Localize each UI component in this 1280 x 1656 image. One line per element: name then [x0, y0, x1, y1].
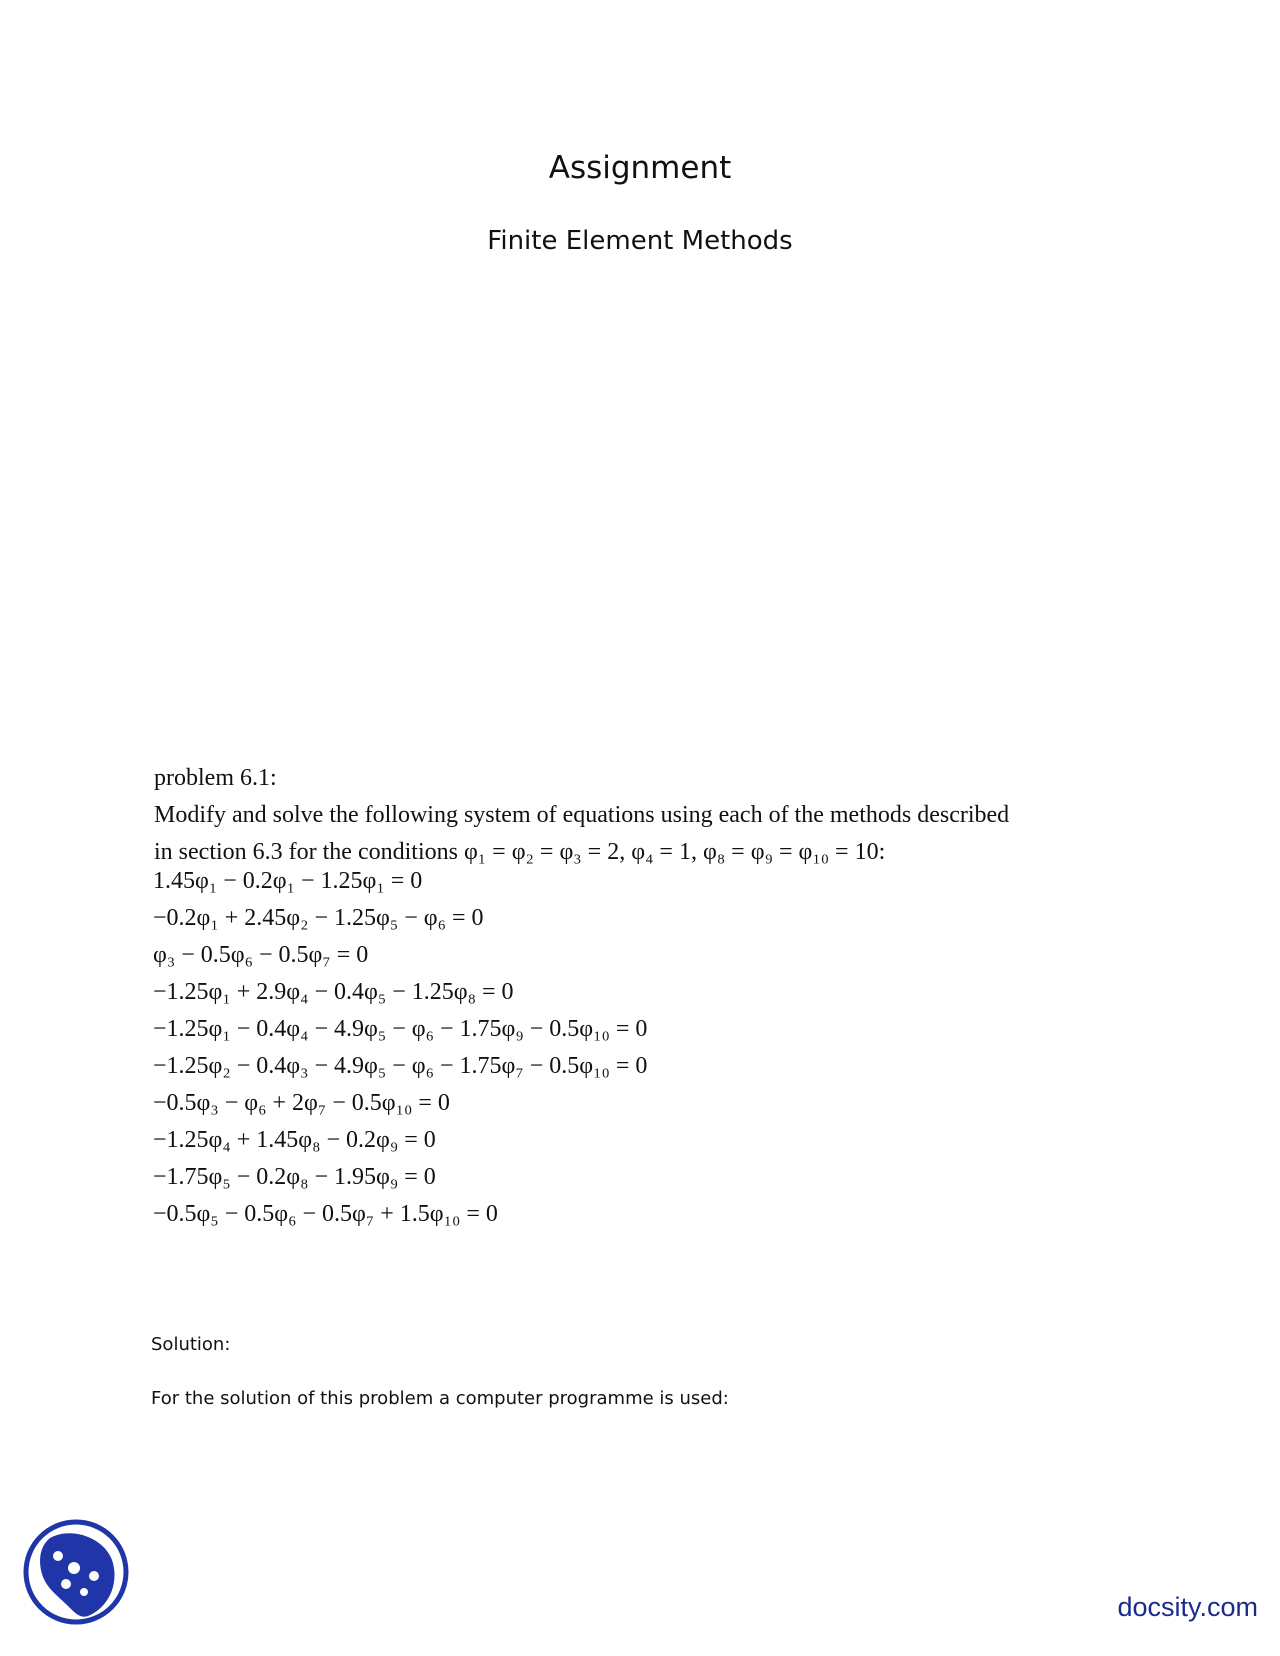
- solution-label: Solution:: [151, 1334, 231, 1355]
- equation-2: −0.2φ₁ + 2.45φ₂ − 1.25φ₅ − φ₆ = 0: [153, 905, 484, 931]
- problem-statement-line-2: in section 6.3 for the conditions φ₁ = φ₂ = φ₃ = 2, φ₄ = 1, φ₈ = φ₉ = φ₁₀ = 10:: [154, 839, 886, 865]
- equation-5: −1.25φ₁ − 0.4φ₄ − 4.9φ₅ − φ₆ − 1.75φ₉ − 0.5φ₁₀ = 0: [153, 1016, 648, 1042]
- equation-4: −1.25φ₁ + 2.9φ₄ − 0.4φ₅ − 1.25φ₈ = 0: [153, 979, 514, 1005]
- equation-8: −1.25φ₄ + 1.45φ₈ − 0.2φ₉ = 0: [153, 1127, 436, 1153]
- equation-7: −0.5φ₃ − φ₆ + 2φ₇ − 0.5φ₁₀ = 0: [153, 1090, 450, 1116]
- equation-3: φ₃ − 0.5φ₆ − 0.5φ₇ = 0: [153, 942, 369, 968]
- solution-text: For the solution of this problem a computer programme is used:: [151, 1388, 729, 1409]
- document-title: Assignment: [548, 150, 732, 186]
- docsity-logo-icon[interactable]: [20, 1516, 132, 1628]
- equation-9: −1.75φ₅ − 0.2φ₈ − 1.95φ₉ = 0: [153, 1164, 436, 1190]
- equation-10: −0.5φ₅ − 0.5φ₆ − 0.5φ₇ + 1.5φ₁₀ = 0: [153, 1201, 498, 1227]
- problem-label: problem 6.1:: [154, 765, 277, 791]
- docsity-brand-link[interactable]: docsity.com: [1117, 1592, 1258, 1622]
- equation-6: −1.25φ₂ − 0.4φ₃ − 4.9φ₅ − φ₆ − 1.75φ₇ − 0.5φ₁₀ = 0: [153, 1053, 648, 1079]
- document-subtitle: Finite Element Methods: [487, 226, 793, 256]
- problem-section: [154, 760, 1154, 871]
- problem-statement-line-1: Modify and solve the following system of equations using each of the methods described: [154, 802, 1010, 828]
- equation-1: 1.45φ₁ − 0.2φ₁ − 1.25φ₁ = 0: [153, 868, 423, 894]
